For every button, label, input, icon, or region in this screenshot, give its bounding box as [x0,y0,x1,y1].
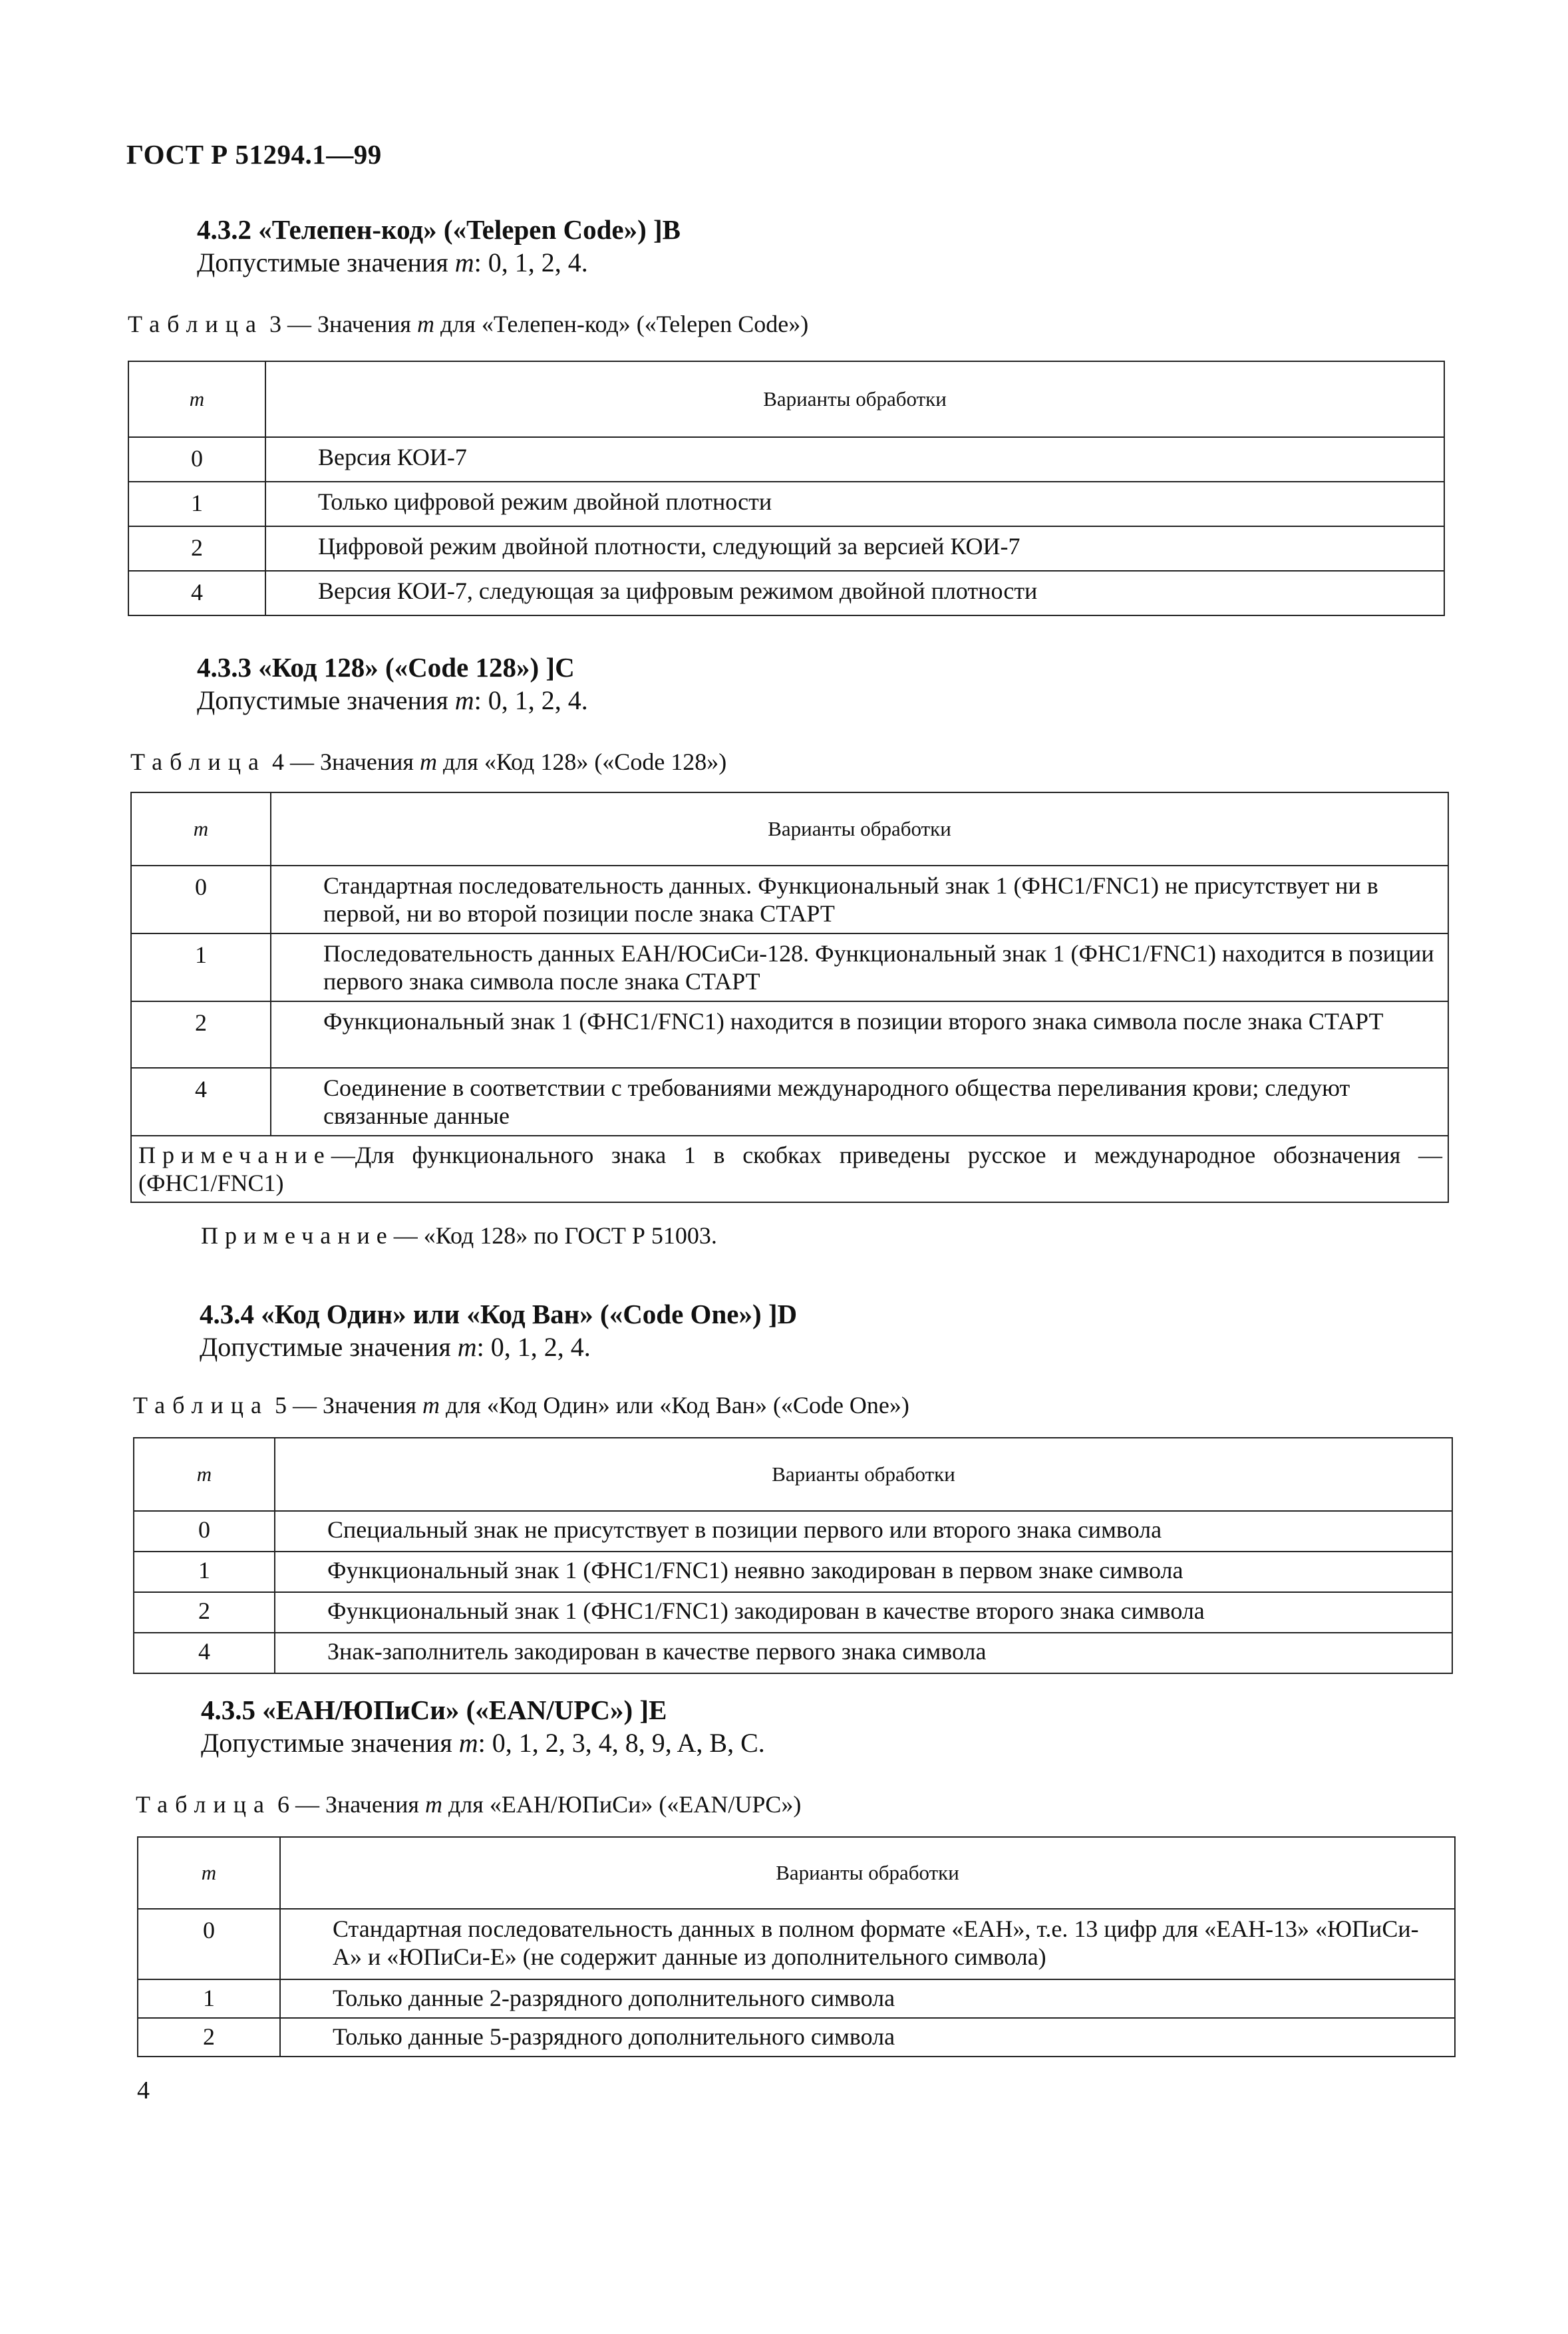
table-row: 0 Версия КОИ-7 [128,437,1444,482]
table-3 [128,361,1445,616]
allowed-values: Допустимые значения m: 0, 1, 2, 4. [197,248,588,277]
table-row: 2 Цифровой режим двойной плотности, следующий за версией КОИ-7 [128,526,1444,571]
table-3-caption: Таблица 3 — Значения m для «Телепен-код» («Telepen Code») [128,311,809,337]
table-5 [133,1437,1453,1674]
table-row: 1 Только данные 2-разрядного дополнительного символа [138,1979,1455,2018]
table-row: 1 Последовательность данных ЕАН/ЮСиСи-128. Функциональный знак 1 (ФНС1/FNC1) находится в позиции первого знака символа после знака СТАРТ [131,933,1448,1001]
table-header-row [128,361,1444,437]
column-header-m: m [138,1837,280,1909]
table-note: Примечание—Для функционального знака 1 в скобках приведены русское и международное обозначения — (ФНС1/FNC1) [131,1136,1448,1202]
table-row: 0 Стандартная последовательность данных в полном формате «ЕАН», т.е. 13 цифр для «ЕАН-13» «ЮПиСи-А» и «ЮПиСи-Е» (не содержит данные из дополнительного символа) [138,1909,1455,1979]
table-5-caption: Таблица 5 — Значения m для «Код Один» или «Код Ван» («Code One») [133,1392,909,1418]
section-4-3-2 [197,213,681,279]
allowed-values: Допустимые значения m: 0, 1, 2, 3, 4, 8, 9, A, B, C. [201,1728,765,1758]
column-header-options: Варианты обработки [275,1438,1452,1511]
table-row: 0 Стандартная последовательность данных. Функциональный знак 1 (ФНС1/FNC1) не присутствует ни в первой, ни во второй позиции после знака СТАРТ [131,866,1448,933]
column-header-options: Варианты обработки [265,361,1444,437]
table-4 [130,792,1449,1203]
table-row: 2 Функциональный знак 1 (ФНС1/FNC1) закодирован в качестве второго знака символа [134,1592,1452,1633]
table-row: 4 Знак-заполнитель закодирован в качестве первого знака символа [134,1633,1452,1673]
table-row: 2 Функциональный знак 1 (ФНС1/FNC1) находится в позиции второго знака символа после знака СТАРТ [131,1001,1448,1068]
table-header-row [131,792,1448,866]
table-header-row [138,1837,1455,1909]
section-4-3-5 [201,1693,765,1760]
section-heading: 4.3.4 «Код Один» или «Код Ван» («Code One») ]D [200,1299,798,1329]
column-header-options: Варианты обработки [271,792,1448,866]
table-6-caption: Таблица 6 — Значения m для «ЕАН/ЮПиСи» («EAN/UPC») [136,1791,802,1818]
column-header-m: m [128,361,265,437]
table-row: 0 Специальный знак не присутствует в позиции первого или второго знака символа [134,1511,1452,1552]
allowed-values: Допустимые значения m: 0, 1, 2, 4. [197,685,588,715]
page-number: 4 [137,2077,150,2104]
table-header-row [134,1438,1452,1511]
table-row: 4 Соединение в соответствии с требованиями международного общества переливания крови; следуют связанные данные [131,1068,1448,1136]
section-heading: 4.3.5 «ЕАН/ЮПиСи» («EAN/UPC») ]E [201,1695,667,1725]
table-row: 2 Только данные 5-разрядного дополнительного символа [138,2018,1455,2057]
section-4-3-3 [197,651,588,717]
table-note-row [131,1136,1448,1202]
allowed-values: Допустимые значения m: 0, 1, 2, 4. [200,1332,591,1362]
table-6 [137,1836,1456,2057]
table-row: 1 Функциональный знак 1 (ФНС1/FNC1) неявно закодирован в первом знаке символа [134,1552,1452,1592]
table-row: 4 Версия КОИ-7, следующая за цифровым режимом двойной плотности [128,571,1444,615]
section-note: Примечание— «Код 128» по ГОСТ Р 51003. [201,1222,717,1249]
document-code: ГОСТ Р 51294.1—99 [126,139,382,170]
section-heading: 4.3.2 «Телепен-код» («Telepen Code») ]B [197,214,681,245]
column-header-options: Варианты обработки [280,1837,1455,1909]
section-4-3-4 [200,1297,797,1364]
column-header-m: m [131,792,271,866]
section-heading: 4.3.3 «Код 128» («Code 128») ]C [197,652,575,683]
column-header-m: m [134,1438,275,1511]
table-row: 1 Только цифровой режим двойной плотности [128,482,1444,526]
table-4-caption: Таблица 4 — Значения m для «Код 128» («Code 128») [130,749,727,775]
